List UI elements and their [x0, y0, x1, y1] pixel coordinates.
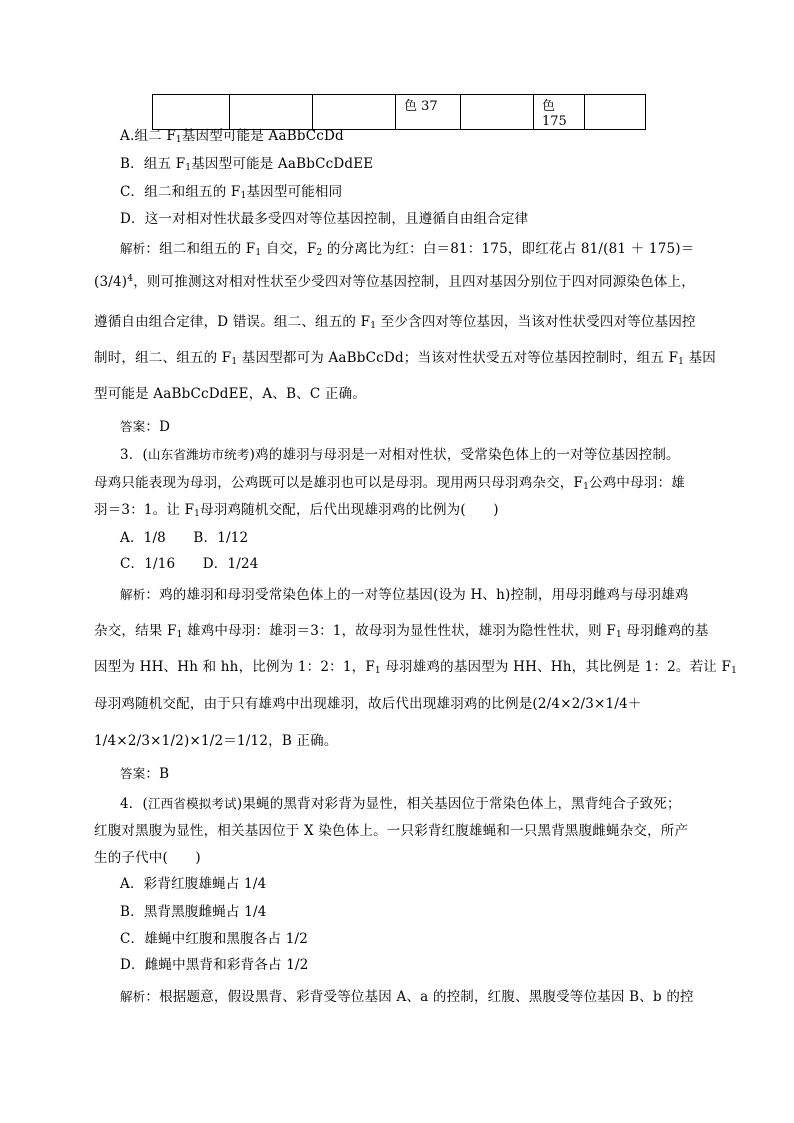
q4-explanation-line: 解析：根据题意，假设黑背、彩背受等位基因 A、a 的控制，红腹、黑腹受等位基因 B、b 的控 — [120, 989, 694, 1005]
q3-explanation-line: 杂交，结果 $F_1$ 雄鸡中母羽：雄羽＝3：1，故母羽为显性性状，雄羽为隐性性状，则 $F_1$ 母羽雌鸡的基 — [94, 623, 709, 640]
explanation-label: 解析 — [120, 989, 146, 1004]
q4-option-a: A．彩背红腹雄蝇占 1/4 — [120, 876, 267, 892]
table-cell — [461, 95, 534, 130]
question-source: 江西省模拟考试 — [147, 796, 237, 811]
q4-option-c: C．雄蝇中红腹和黑腹各占 1/2 — [120, 931, 309, 947]
q3-stem-line: 母鸡只能表现为母羽，公鸡既可以是雄羽也可以是母羽。现用两只母羽鸡杂交，$F_1$公鸡中母羽：雄 — [94, 475, 685, 492]
table-cell: 色 37 — [396, 95, 461, 130]
q3-stem-line: 3．(山东省潍坊市统考)鸡的雄羽与母羽是一对相对性状，受常染色体上的一对等位基因控制。 — [120, 447, 680, 463]
q4-stem-line: 4．(江西省模拟考试)果蝇的黑背对彩背为显性，相关基因位于常染色体上，黑背纯合子致死； — [120, 796, 681, 812]
q3-stem-line: 羽＝3：1。让 $F_1$母羽鸡随机交配，后代出现雄羽鸡的比例为( ) — [94, 502, 499, 519]
q4-stem-line: 生的子代中( ) — [94, 850, 201, 866]
q2-explanation-line: 型可能是 AaBbCcDdEE，A、B、C 正确。 — [94, 386, 367, 402]
q4-stem-line: 红腹对黑腹为显性，相关基因位于 X 染色体上。一只彩背红腹雄蝇和一只黑背黑腹雌蝇杂交，所产 — [94, 823, 689, 839]
q3-options-cd: C．1/16 D．1/24 — [120, 556, 259, 572]
q2-answer: 答案：D — [120, 419, 171, 435]
answer-label: 答案 — [120, 419, 146, 434]
question-source: 山东省潍坊市统考 — [147, 447, 250, 462]
q2-explanation-line: 遵循自由组合定律，D 错误。组二、组五的 $F_1$ 至少含四对等位基因，当该对性状受四对等位基因控 — [94, 314, 696, 331]
q4-option-b: B．黑背黑腹雌蝇占 1/4 — [120, 904, 267, 920]
q2-option-b: B．组五 $F_1$基因型可能是 AaBbCcDdEE — [120, 156, 374, 173]
q3-answer: 答案：B — [120, 766, 170, 782]
q4-option-d: D．雌蝇中黑背和彩背各占 1/2 — [120, 957, 309, 973]
q2-option-a: A.组二 $F_1$基因型可能是 AaBbCcDd — [120, 128, 344, 145]
q3-options-ab: A．1/8 B．1/12 — [120, 530, 249, 546]
q3-explanation-line: 解析：鸡的雄羽和母羽受常染色体上的一对等位基因(设为 H、h)控制，用母羽雌鸡与母羽雄鸡 — [120, 587, 689, 603]
q2-explanation-line: 制时，组二、组五的 $F_1$ 基因型都可为 AaBbCcDd；当该对性状受五对等位基因控制时，组五 $F_1$ 基因 — [94, 350, 716, 367]
explanation-label: 解析 — [120, 587, 146, 602]
q3-explanation-line: 1/4×2/3×1/2)×1/2＝1/12，B 正确。 — [94, 733, 338, 749]
q2-explanation-line: 解析：组二和组五的 $F_1$ 自交，$F_2$ 的分离比为红：白＝81：175，即红花占 81/(81 ＋ 175)＝ — [120, 241, 695, 258]
q2-option-d: D．这一对相对性状最多受四对等位基因控制，且遵循自由组合定律 — [120, 211, 529, 227]
explanation-label: 解析 — [120, 241, 146, 256]
table-cell — [585, 95, 646, 130]
answer-label: 答案 — [120, 766, 146, 781]
q3-explanation-line: 母羽鸡随机交配，由于只有雄鸡中出现雄羽，故后代出现雄羽鸡的比例是(2/4×2/3×1/4＋ — [94, 696, 642, 712]
q2-option-c: C．组二和组五的 $F_1$基因型可能相同 — [120, 184, 343, 201]
q2-explanation-line: $(3/4)^4$，则可推测这对相对性状至少受四对等位基因控制，且四对基因分别位于四对同源染色体上， — [94, 274, 695, 290]
table-cell: 色 175 — [534, 95, 585, 130]
q3-explanation-line: 因型为 HH、Hh 和 hh，比例为 1：2：1，$F_1$ 母羽雄鸡的基因型为 HH、Hh，其比例是 1：2。若让 $F_1$ — [94, 659, 738, 676]
